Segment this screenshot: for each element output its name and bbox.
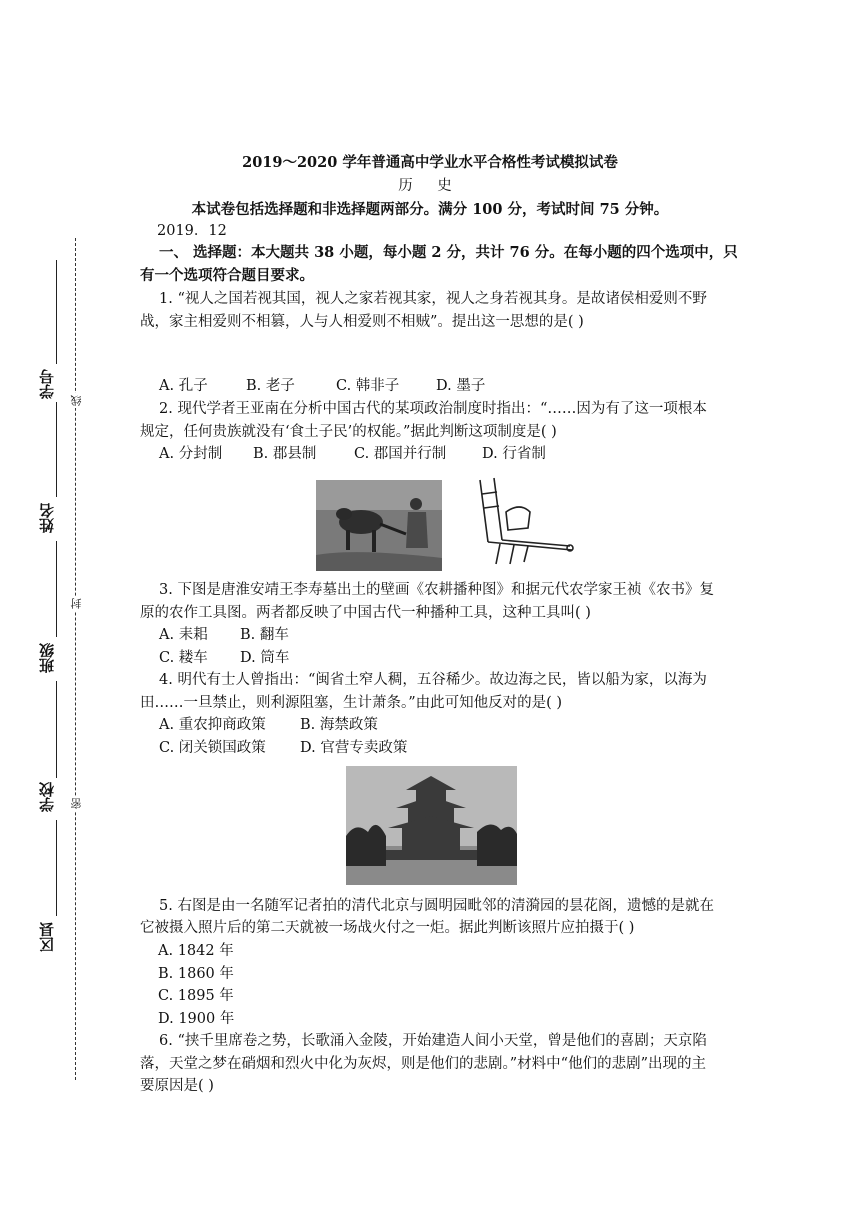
question-5-line2: 它被摄入照片后的第二天就被一场战火付之一炬。据此判断该照片应拍摄于( ) — [140, 920, 635, 936]
question-3-line1: 3. 下图是唐淮安靖王李寿墓出土的壁画《农耕播种图》和据元代农学家王祯《农书》复 — [159, 582, 714, 598]
q5-option-a: A. 1842 年 — [158, 943, 234, 959]
q3-option-a: A. 耒耜 — [159, 627, 208, 643]
question-1-line1: 1. “视人之国若视其国，视人之家若视其家，视人之身若视其身。是故诸侯相爱则不野 — [159, 291, 707, 307]
question-3-line2: 原的农作工具图。两者都反映了中国古代一种播种工具，这种工具叫( ) — [140, 605, 591, 621]
q1-option-d: D. 墨子 — [436, 378, 486, 394]
exam-title: 2019～2020 学年普通高中学业水平合格性考试模拟试卷 — [242, 154, 618, 171]
q2-option-b: B. 郡县制 — [253, 446, 317, 462]
question-1-line2: 战，家主相爱则不相篡，人与人相爱则不相贼”。提出这一思想的是( ) — [140, 314, 584, 330]
question-2-line1: 2. 现代学者王亚南在分析中国古代的某项政治制度时指出：“……因为有了这一项根本 — [159, 401, 707, 417]
q2-option-a: A. 分封制 — [159, 446, 223, 462]
q4-option-d: D. 官营专卖政策 — [300, 740, 408, 756]
q4-option-b: B. 海禁政策 — [300, 717, 378, 733]
q4-option-a: A. 重农抑商政策 — [159, 717, 266, 733]
q2-option-c: C. 郡国并行制 — [354, 446, 447, 462]
exam-date: 2019．12 — [157, 223, 227, 239]
mural-farming-image — [316, 480, 442, 571]
student-id-label: 学号 — [38, 369, 56, 399]
seal-word-line: 线 — [70, 395, 83, 406]
student-id-underline — [56, 260, 57, 364]
q1-option-a: A. 孔子 — [159, 378, 208, 394]
question-6-line2: 落，天堂之梦在硝烟和烈火中化为灰烬，则是他们的悲剧。”材料中“他们的悲剧”出现的主 — [140, 1056, 706, 1072]
question-2-line2: 规定，任何贵族就没有‘食土子民’的权能。”据此判断这项制度是( ) — [140, 424, 557, 440]
name-label: 姓名 — [38, 503, 56, 533]
class-label: 班级 — [38, 643, 56, 673]
q4-option-c: C. 闭关锁国政策 — [159, 740, 266, 756]
exam-intro: 本试卷包括选择题和非选择题两部分。满分 100 分，考试时间 75 分钟。 — [191, 201, 669, 218]
question-4-line1: 4. 明代有士人曾指出：“闽省土窄人稠，五谷稀少。故边海之民，皆以船为家，以海为 — [159, 672, 707, 688]
question-4-line2: 田……一旦禁止，则利源阻塞，生计萧条。”由此可知他反对的是( ) — [140, 695, 563, 711]
district-underline — [56, 820, 57, 916]
name-underline — [56, 402, 57, 497]
section-heading-line2: 有一个选项符合题目要求。 — [140, 267, 314, 284]
binding-dashed-line — [75, 238, 76, 1080]
q5-option-b: B. 1860 年 — [158, 966, 234, 982]
seed-drill-drawing — [470, 472, 580, 572]
district-label: 区县 — [38, 922, 56, 952]
seal-word-seal: 封 — [70, 598, 83, 609]
school-underline — [56, 681, 57, 778]
q3-option-c: C. 耧车 — [159, 650, 208, 666]
subject-title: 历 史 — [398, 178, 462, 194]
school-label: 学校 — [38, 782, 56, 812]
q3-option-d: D. 筒车 — [240, 650, 290, 666]
q3-option-b: B. 翻车 — [240, 627, 289, 643]
class-underline — [56, 541, 57, 637]
q1-option-b: B. 老子 — [246, 378, 295, 394]
question-6-line3: 要原因是( ) — [140, 1078, 214, 1094]
q2-option-d: D. 行省制 — [482, 446, 546, 462]
q5-option-d: D. 1900 年 — [158, 1011, 235, 1027]
pavilion-photo — [346, 766, 517, 885]
q5-option-c: C. 1895 年 — [158, 988, 234, 1004]
question-6-line1: 6. “挟千里席卷之势，长歌涌入金陵，开始建造人间小天堂，曾是他们的喜剧；天京陷 — [159, 1033, 707, 1049]
question-5-line1: 5. 右图是由一名随军记者拍的清代北京与圆明园毗邻的清漪园的昙花阁，遗憾的是就在 — [159, 898, 714, 914]
section-heading-line1: 一、 选择题：本大题共 38 小题，每小题 2 分，共计 76 分。在每小题的四个选项中，只 — [159, 244, 738, 261]
q1-option-c: C. 韩非子 — [336, 378, 400, 394]
seal-word-secret: 密 — [70, 798, 83, 809]
